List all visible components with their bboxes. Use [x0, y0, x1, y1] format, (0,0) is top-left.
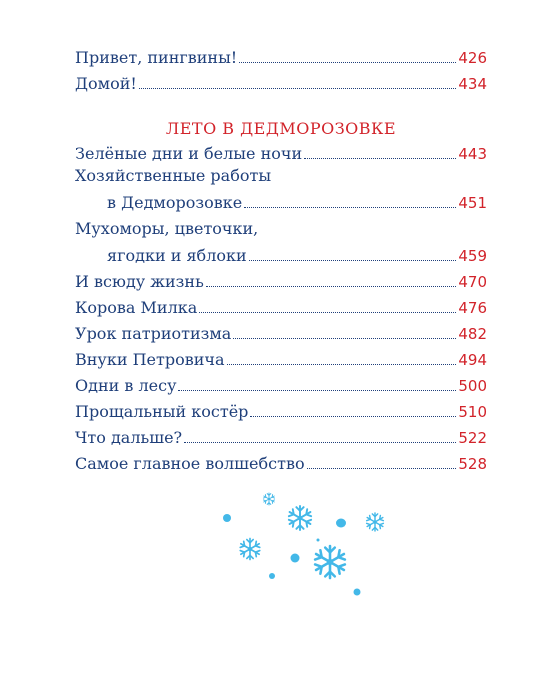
leader-dots — [244, 207, 456, 208]
toc-entry-page: 482 — [458, 325, 487, 343]
snow-dot — [317, 539, 320, 542]
snowflake-icon — [263, 493, 274, 505]
toc-entry-page: 476 — [458, 299, 487, 317]
toc-entry-title: Одни в лесу — [75, 376, 177, 395]
snow-dot — [269, 573, 275, 579]
leader-dots — [239, 62, 456, 63]
toc-entry-title-line1: Хозяйственные работы — [75, 166, 272, 185]
toc-entry-page: 528 — [458, 455, 487, 473]
toc-entry[interactable] — [75, 268, 487, 292]
snow-dot — [291, 554, 300, 563]
snow-dot — [223, 514, 231, 522]
snow-dot — [336, 519, 346, 528]
leader-dots — [139, 88, 457, 89]
leader-dots — [249, 260, 457, 261]
toc-entry-page: 459 — [458, 247, 487, 265]
snowflake-icon — [367, 513, 384, 531]
leader-dots — [307, 468, 457, 469]
toc-entry-page: 494 — [458, 351, 487, 369]
toc-entry-page: 443 — [458, 145, 487, 163]
toc-entry[interactable] — [75, 424, 487, 448]
toc-entry-page: 426 — [458, 49, 487, 67]
toc-entry-title-line1: Мухоморы, цветочки, — [75, 219, 259, 238]
leader-dots — [227, 364, 457, 365]
section-title: ЛЕТО В ДЕДМОРОЗОВКЕ — [165, 119, 397, 138]
toc-entry-page: 500 — [458, 377, 487, 395]
toc-entry[interactable] — [75, 242, 487, 266]
leader-dots — [206, 286, 457, 287]
snowflake-icon — [315, 546, 345, 578]
toc-entry[interactable] — [75, 346, 487, 370]
toc-entry-title: Урок патриотизма — [75, 324, 232, 343]
leader-dots — [199, 312, 456, 313]
toc-entry-title: ягодки и яблоки — [107, 246, 247, 265]
toc-entry-title: Привет, пингвины! — [75, 48, 238, 67]
toc-entry[interactable] — [75, 140, 487, 164]
toc-entry-title: Самое главное волшебство — [75, 454, 305, 473]
snowflake-icon — [240, 539, 260, 560]
leader-dots — [178, 390, 456, 391]
leader-dots — [233, 338, 456, 339]
toc-entry[interactable] — [75, 70, 487, 94]
snow-dot — [354, 589, 361, 596]
snowflake-icon — [289, 506, 311, 530]
toc-entry-title: Что дальше? — [75, 428, 183, 447]
toc-entry-title: И всюду жизнь — [75, 272, 204, 291]
toc-entry-title: Корова Милка — [75, 298, 198, 317]
toc-entry-title: Зелёные дни и белые ночи — [75, 144, 303, 163]
toc-entry[interactable] — [75, 372, 487, 396]
toc-entry-title: в Дедморозовке — [107, 193, 243, 212]
toc-entry[interactable] — [75, 450, 487, 474]
toc-entry[interactable] — [75, 294, 487, 318]
toc-entry-page: 470 — [458, 273, 487, 291]
toc-entry[interactable] — [75, 189, 487, 213]
toc-entry[interactable] — [75, 320, 487, 344]
leader-dots — [304, 158, 456, 159]
toc-entry-page: 510 — [458, 403, 487, 421]
toc-entry-title: Внуки Петровича — [75, 350, 225, 369]
toc-entry[interactable] — [75, 398, 487, 422]
toc-entry-page: 451 — [458, 194, 487, 212]
toc-entry-title: Домой! — [75, 74, 137, 93]
toc-entry-page: 434 — [458, 75, 487, 93]
toc-entry-title: Прощальный костёр — [75, 402, 249, 421]
toc-entry-page: 522 — [458, 429, 487, 447]
leader-dots — [250, 416, 456, 417]
toc-entry[interactable] — [75, 44, 487, 68]
leader-dots — [184, 442, 456, 443]
